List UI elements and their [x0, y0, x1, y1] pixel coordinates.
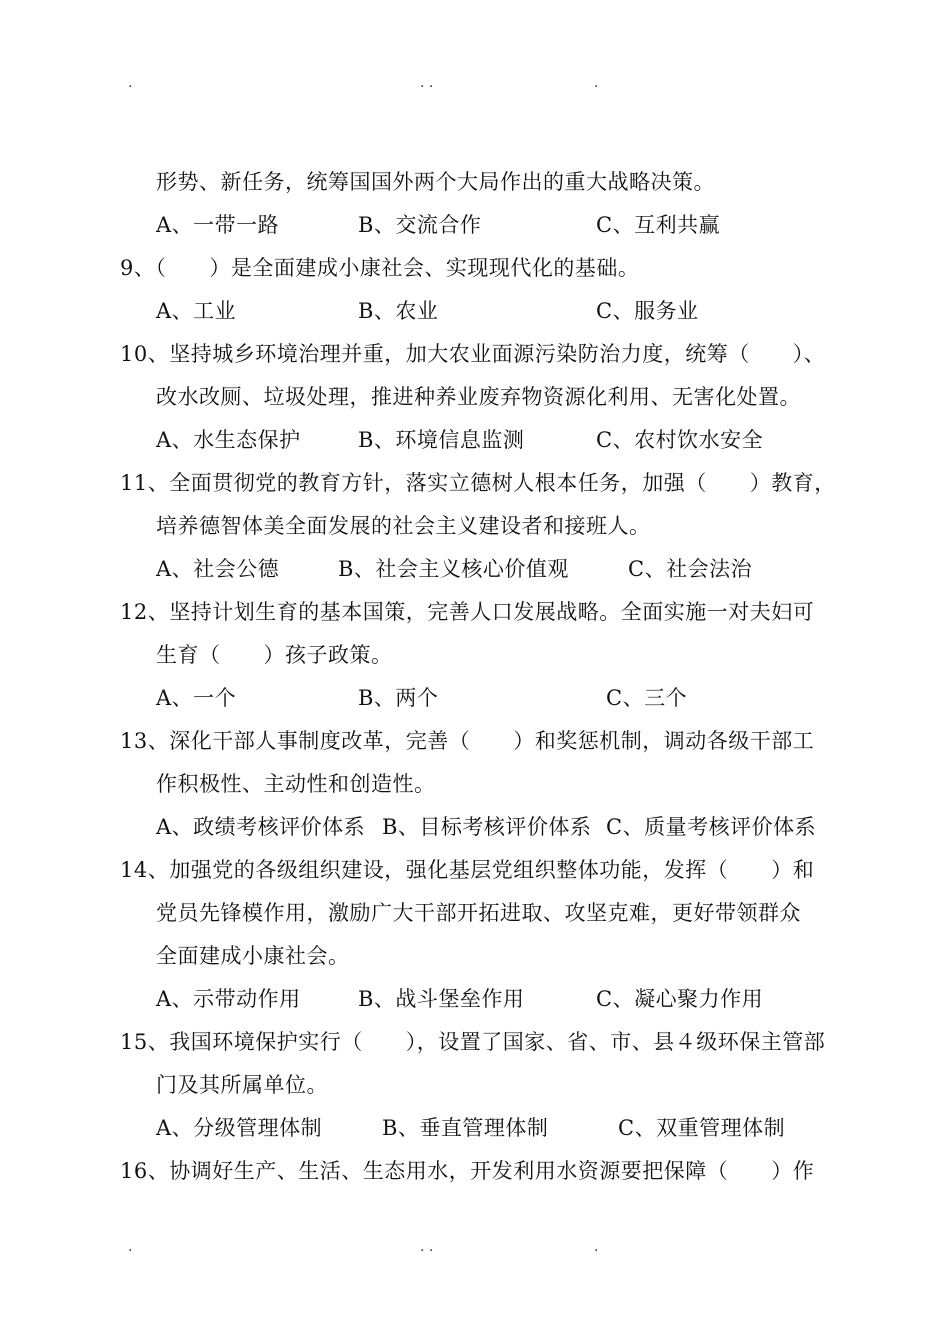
question-16: 16、协调好生产、生活、生态用水，开发利用水资源要把保障（ ）作: [120, 1159, 815, 1183]
question-12-cont: 生育（ ）孩子政策。: [156, 643, 393, 667]
option-c: C、农村饮水安全: [596, 428, 764, 452]
question-13-cont: 作积极性、主动性和创造性。: [156, 772, 436, 796]
option-b: B、两个: [358, 686, 439, 710]
question-11: 11、全面贯彻党的教育方针，落实立德树人根本任务，加强（ ）教育，: [120, 471, 836, 495]
question-10: 10、坚持城乡环境治理并重，加大农业面源污染防治力度，统筹（ ）、: [120, 342, 826, 366]
footer-mark-left: .: [128, 1239, 133, 1255]
question-14: 14、加强党的各级组织建设，强化基层党组织整体功能，发挥（ ）和: [120, 858, 815, 882]
option-c: C、社会法治: [628, 557, 753, 581]
question-11-cont: 培养德智体美全面发展的社会主义建设者和接班人。: [156, 514, 651, 538]
option-b: B、交流合作: [358, 213, 482, 237]
option-c: C、三个: [606, 686, 688, 710]
question-15-cont: 门及其所属单位。: [156, 1073, 328, 1097]
question-15: 15、我国环境保护实行（ ），设置了国家、省、市、县４级环保主管部: [120, 1030, 826, 1054]
option-a: A、示带动作用: [156, 987, 301, 1011]
option-c: C、双重管理体制: [618, 1116, 786, 1140]
option-a: A、一带一路: [156, 213, 280, 237]
question-9: 9、（ ）是全面建成小康社会、实现现代化的基础。: [120, 256, 640, 280]
option-a: A、一个: [156, 686, 237, 710]
question-14-cont: 全面建成小康社会。: [156, 944, 350, 968]
header-mark-center: . .: [420, 75, 434, 91]
option-a: A、分级管理体制: [156, 1116, 323, 1140]
question-12: 12、坚持计划生育的基本国策，完善人口发展战略。全面实施一对夫妇可: [120, 600, 815, 624]
option-b: B、垂直管理体制: [382, 1116, 549, 1140]
option-b: B、环境信息监测: [358, 428, 525, 452]
option-b: B、农业: [358, 299, 439, 323]
option-c: C、服务业: [596, 299, 699, 323]
document-line: 形势、新任务，统筹国国外两个大局作出的重大战略决策。: [156, 170, 715, 194]
question-13: 13、深化干部人事制度改革，完善（ ）和奖惩机制，调动各级干部工: [120, 729, 815, 753]
option-a: A、水生态保护: [156, 428, 301, 452]
header-mark-left: .: [128, 75, 133, 91]
question-10-cont: 改水改厕、垃圾处理，推进种养业废弃物资源化利用、无害化处置。: [156, 385, 801, 409]
question-14-cont: 党员先锋模作用，激励广大干部开拓进取、攻坚克难，更好带领群众: [156, 901, 801, 925]
option-b: B、战斗堡垒作用: [358, 987, 525, 1011]
option-c: C、凝心聚力作用: [596, 987, 764, 1011]
option-c: C、互利共赢: [596, 213, 721, 237]
option-a: A、社会公德: [156, 557, 280, 581]
option-b: B、目标考核评价体系: [382, 815, 592, 839]
header-mark-right: .: [594, 75, 599, 91]
option-a: A、政绩考核评价体系: [156, 815, 366, 839]
footer-mark-center: . .: [420, 1239, 434, 1255]
option-a: A、工业: [156, 299, 237, 323]
option-c: C、质量考核评价体系: [606, 815, 817, 839]
footer-mark-right: .: [594, 1239, 599, 1255]
option-b: B、社会主义核心价值观: [338, 557, 569, 581]
